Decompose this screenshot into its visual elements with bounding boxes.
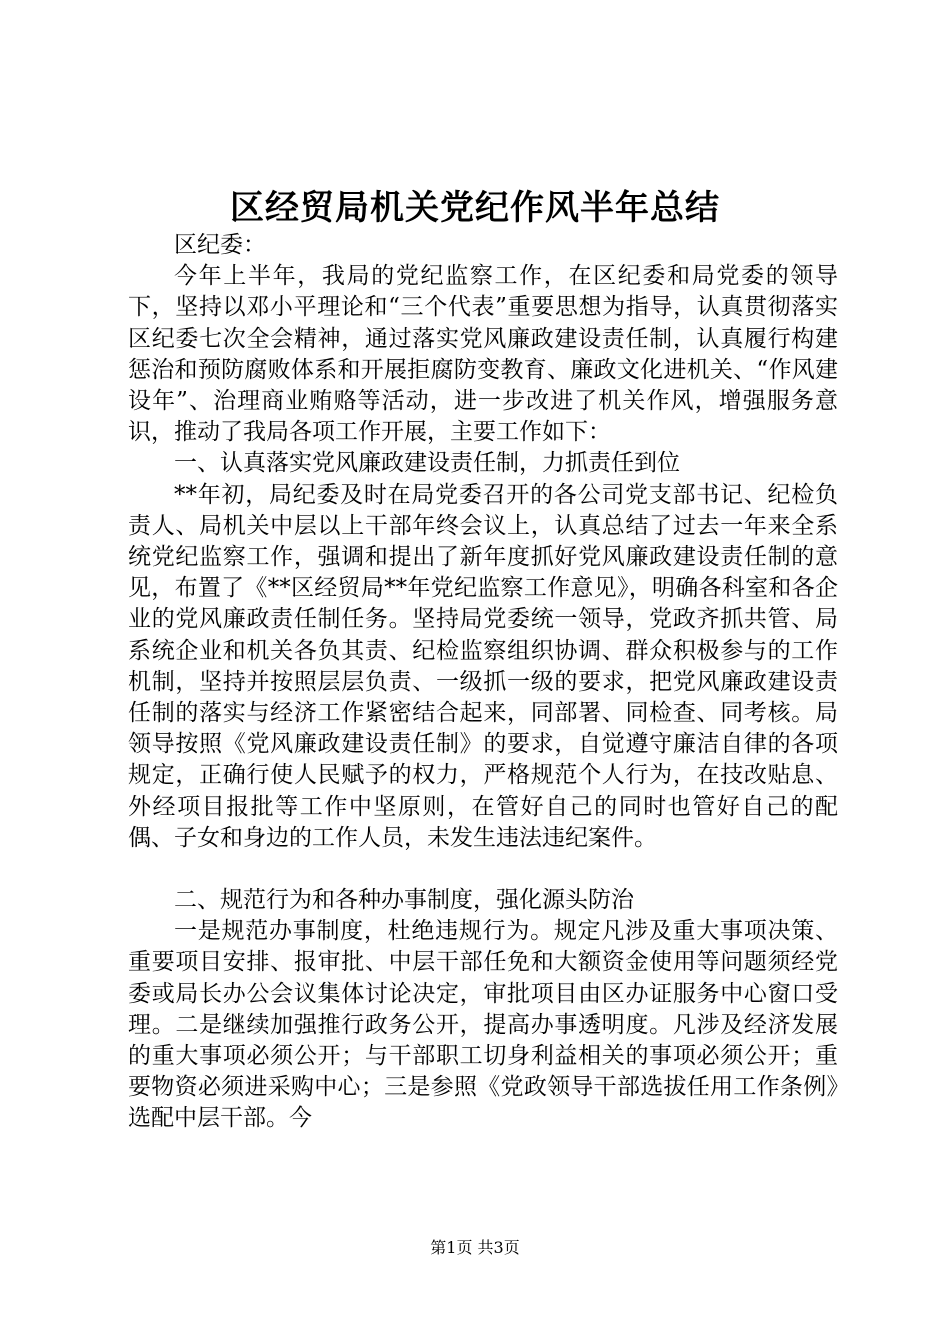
- salutation: 区纪委：: [174, 232, 266, 258]
- document-body: [128, 230, 838, 1135]
- section-1-paragraph: **年初，局纪委及时在局党委召开的各公司党支部书记、纪检负责人、局机关中层以上干部年终会议上，认真总结了过去一年来全系统党纪监察工作，强调和提出了新年度抓好党风廉政建设责任制的意见，布置了《**区经贸局**年党纪监察工作意见》，明确各科室和各企业的党风廉政责任制任务。坚持局党委统一领导，党政齐抓共管、局系统企业和机关各负其责、纪检监察组织协调、群众积极参与的工作机制，坚持并按照层层负责、一级抓一级的要求，把党风廉政建设责任制的落实与经济工作紧密结合起来，同部署、同检查、同考核。局领导按照《党风廉政建设责任制》的要求，自觉遵守廉洁自律的各项规定，正确行使人民赋予的权力，严格规范个人行为，在技改贴息、外经项目报批等工作中坚原则，在管好自己的同时也管好自己的配偶、子女和身边的工作人员，未发生违法违纪案件。: [128, 481, 838, 851]
- section-heading-1: 一、认真落实党风廉政建设责任制，力抓责任到位: [174, 450, 680, 477]
- section-2-paragraph: 一是规范办事制度，杜绝违规行为。规定凡涉及重大事项决策、重要项目安排、报审批、中层干部任免和大额资金使用等问题须经党委或局长办公会议集体讨论决定，审批项目由区办证服务中心窗口受理。二是继续加强推行政务公开，提高办事透明度。凡涉及经济发展的重大事项必须公开；与干部职工切身利益相关的事项必须公开；重要物资必须进采购中心；三是参照《党政领导干部选拔任用工作条例》选配中层干部。今: [128, 918, 838, 1132]
- page-footer: 第1页 共3页: [430, 1238, 520, 1257]
- section-heading-2: 二、规范行为和各种办事制度，强化源头防治: [174, 887, 634, 914]
- intro-paragraph: 今年上半年，我局的党纪监察工作，在区纪委和局党委的领导下，坚持以邓小平理论和“三个代表”重要思想为指导，认真贯彻落实区纪委七次全会精神，通过落实党风廉政建设责任制，认真履行构建惩治和预防腐败体系和开展拒腐防变教育、廉政文化进机关、“作风建设年”、治理商业贿赂等活动，进一步改进了机关作风，增强服务意识，推动了我局各项工作开展，主要工作如下：: [128, 263, 838, 446]
- document-title: 区经贸局机关党纪作风半年总结: [230, 188, 720, 228]
